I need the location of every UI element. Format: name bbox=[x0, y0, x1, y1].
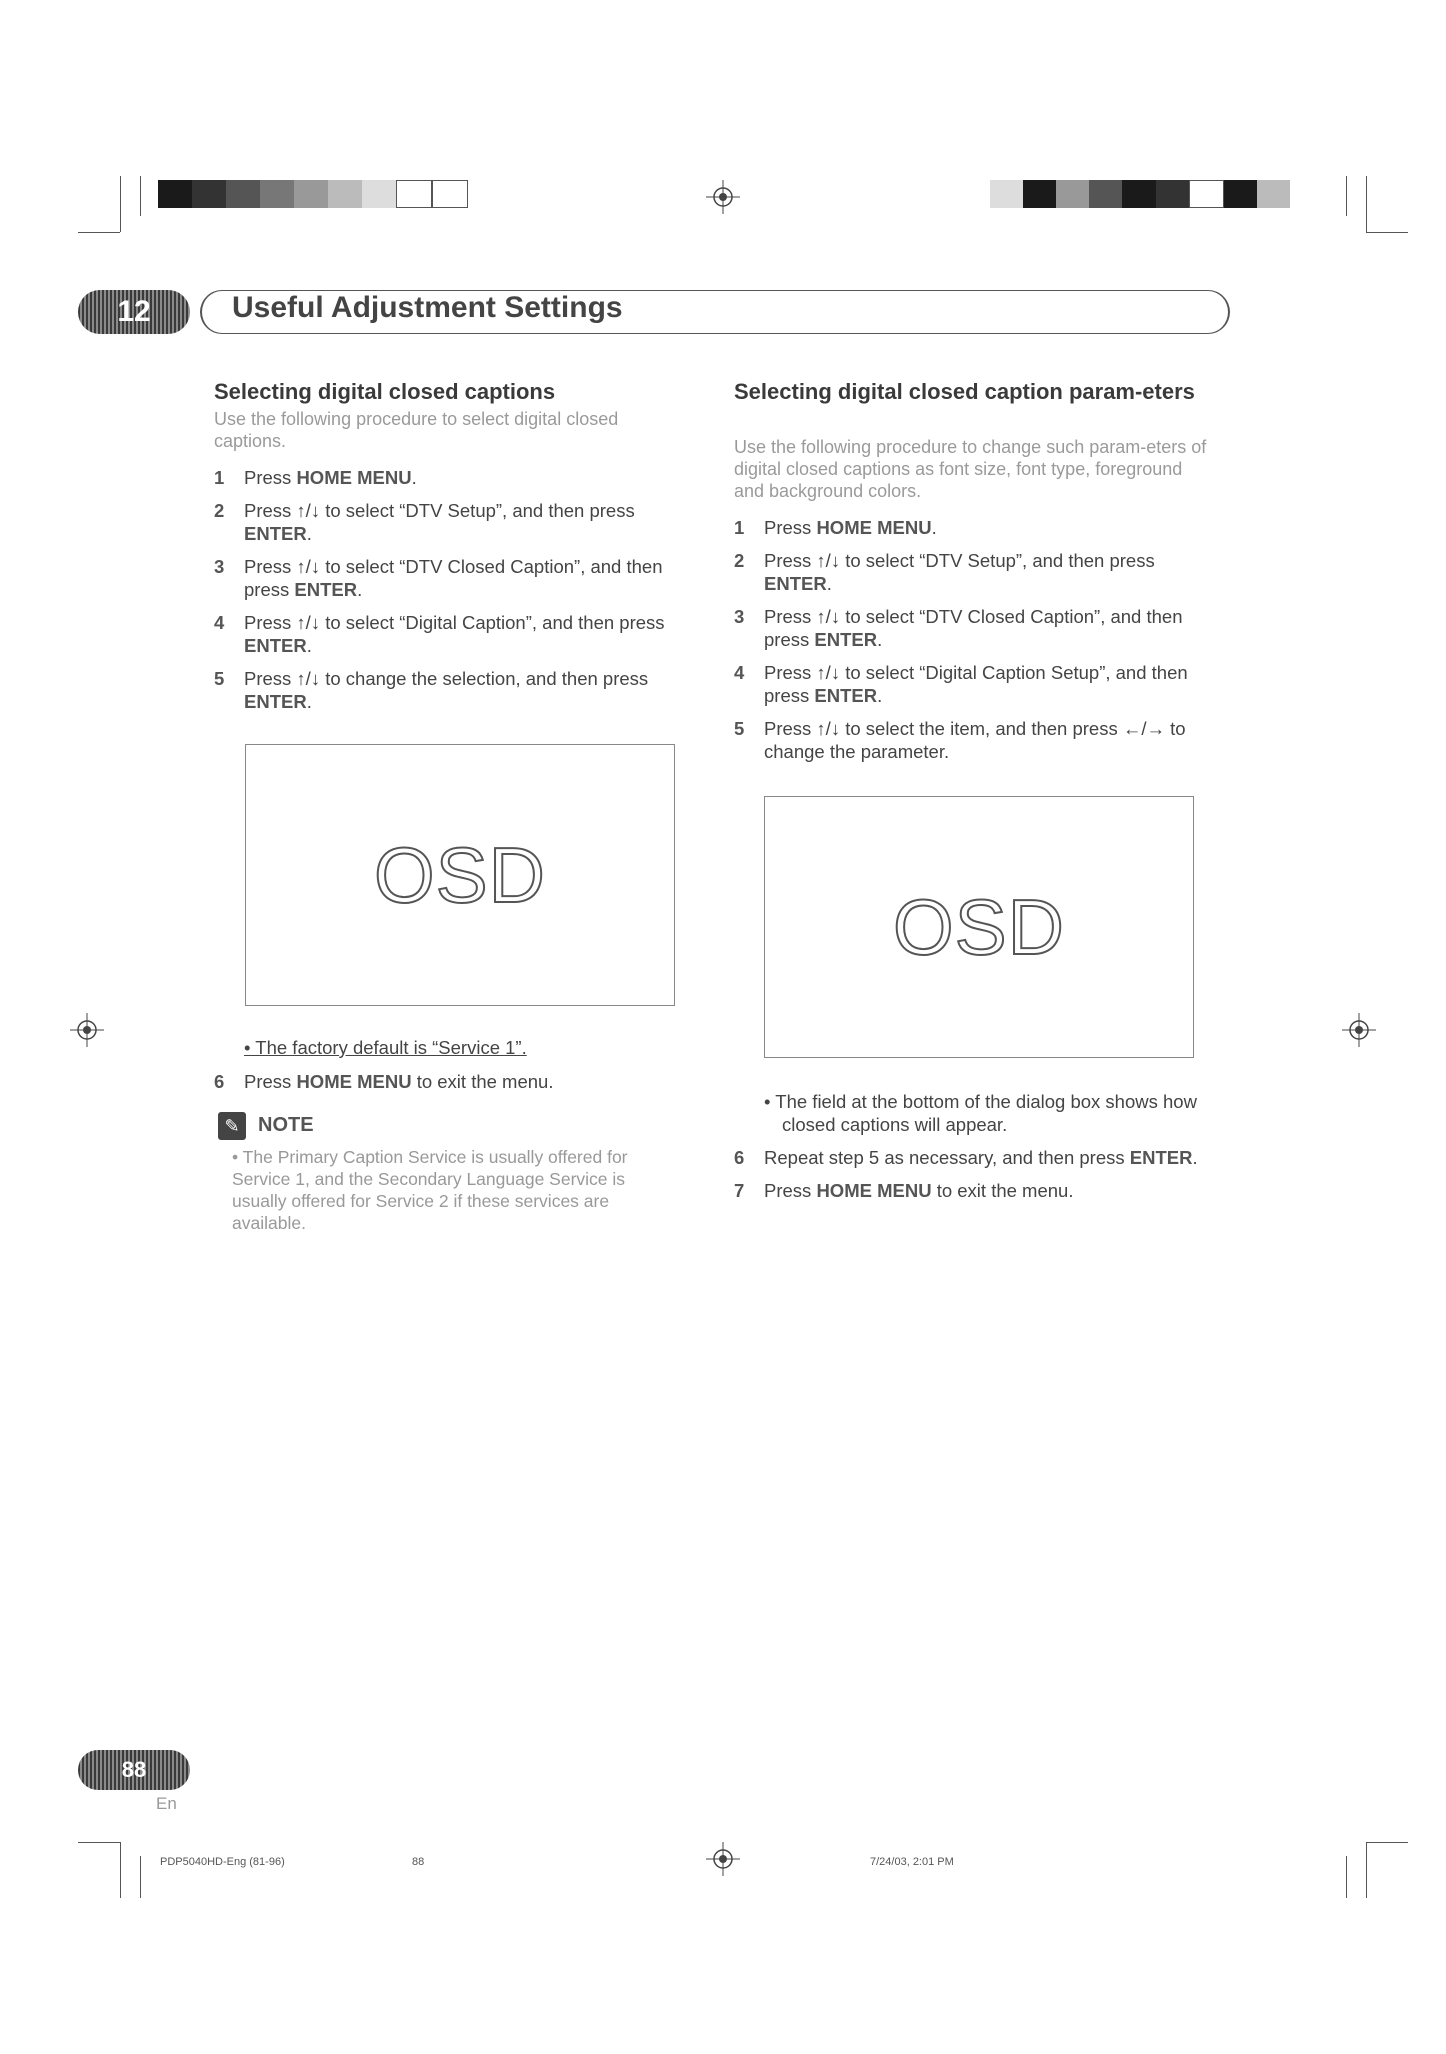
registration-target-icon bbox=[1342, 1013, 1376, 1047]
calibration-strip-right bbox=[990, 180, 1290, 208]
crop-mark bbox=[1366, 1842, 1367, 1898]
list-item: 1 Press HOME MENU. bbox=[214, 467, 417, 488]
crop-mark bbox=[1366, 176, 1367, 232]
crop-mark bbox=[78, 232, 120, 233]
right-section-heading: Selecting digital closed caption param-eters bbox=[734, 379, 1195, 404]
osd-label: OSD bbox=[373, 830, 547, 919]
right-bullet: • The field at the bottom of the dialog box shows how closed captions will appear. bbox=[764, 1091, 1197, 1135]
list-item: 3 Press ↑/↓ to select “DTV Closed Caption”, and then press ENTER. bbox=[214, 556, 663, 600]
list-item: 3 Press ↑/↓ to select “DTV Closed Caption”, and then press ENTER. bbox=[734, 606, 1183, 650]
crop-mark bbox=[1346, 176, 1347, 216]
chapter-number-badge: 12 bbox=[78, 290, 190, 334]
osd-screen-placeholder bbox=[764, 796, 1194, 1058]
left-bullet: • The factory default is “Service 1”. bbox=[244, 1037, 527, 1058]
list-item: 6 Press HOME MENU to exit the menu. bbox=[214, 1071, 554, 1092]
registration-target-icon bbox=[706, 180, 740, 214]
footer-page: 88 bbox=[412, 1856, 425, 1868]
crop-mark bbox=[140, 1856, 141, 1898]
right-section-intro: Use the following procedure to change such param-eters of digital closed captions as font size, font type, foreground and background colors. bbox=[734, 437, 1207, 501]
page-number-badge: 88 bbox=[78, 1750, 190, 1790]
registration-target-icon bbox=[70, 1013, 104, 1047]
list-item: 1 Press HOME MENU. bbox=[734, 517, 937, 538]
chapter-title: Useful Adjustment Settings bbox=[232, 291, 623, 324]
note-heading: NOTE bbox=[258, 1114, 314, 1136]
list-item: 5 Press ↑/↓ to select the item, and then press ←/→ to change the parameter. bbox=[734, 718, 1186, 762]
list-item: 4 Press ↑/↓ to select “Digital Caption”, and then press ENTER. bbox=[214, 612, 665, 656]
right-steps-list bbox=[734, 516, 1224, 773]
calibration-strip-left bbox=[158, 180, 468, 208]
left-section-heading: Selecting digital closed captions bbox=[214, 379, 556, 404]
footer-date: 7/24/03, 2:01 PM bbox=[870, 1856, 954, 1868]
crop-mark bbox=[1366, 1842, 1408, 1843]
list-item: 5 Press ↑/↓ to change the selection, and then press ENTER. bbox=[214, 668, 649, 712]
list-item: 4 Press ↑/↓ to select “Digital Caption Setup”, and then press ENTER. bbox=[734, 662, 1188, 706]
left-steps-list bbox=[214, 466, 704, 723]
list-item: 6 Repeat step 5 as necessary, and then press ENTER. bbox=[734, 1147, 1198, 1168]
note-pencil-icon: ✎ bbox=[218, 1112, 246, 1140]
registration-target-icon bbox=[706, 1842, 740, 1876]
list-item: 7 Press HOME MENU to exit the menu. bbox=[734, 1180, 1074, 1201]
left-section-intro: Use the following procedure to select digital closed captions. bbox=[214, 409, 619, 451]
note-text: • The Primary Caption Service is usually offered for Service 1, and the Secondary Language Service is usually offered for Service 2 if these services are available. bbox=[232, 1147, 628, 1233]
osd-screen-placeholder bbox=[245, 744, 675, 1006]
crop-mark bbox=[120, 1842, 121, 1898]
list-item: 2 Press ↑/↓ to select “DTV Setup”, and then press ENTER. bbox=[734, 550, 1155, 594]
list-item: 2 Press ↑/↓ to select “DTV Setup”, and then press ENTER. bbox=[214, 500, 635, 544]
crop-mark bbox=[120, 176, 121, 232]
osd-label: OSD bbox=[892, 882, 1066, 971]
crop-mark bbox=[78, 1842, 120, 1843]
language-label: En bbox=[156, 1794, 177, 1813]
crop-mark bbox=[140, 176, 141, 216]
left-step6-list bbox=[214, 1070, 704, 1103]
right-step67-list bbox=[734, 1146, 1224, 1212]
crop-mark bbox=[1366, 232, 1408, 233]
crop-mark bbox=[1346, 1856, 1347, 1898]
footer-filename: PDP5040HD-Eng (81-96) bbox=[160, 1856, 285, 1868]
